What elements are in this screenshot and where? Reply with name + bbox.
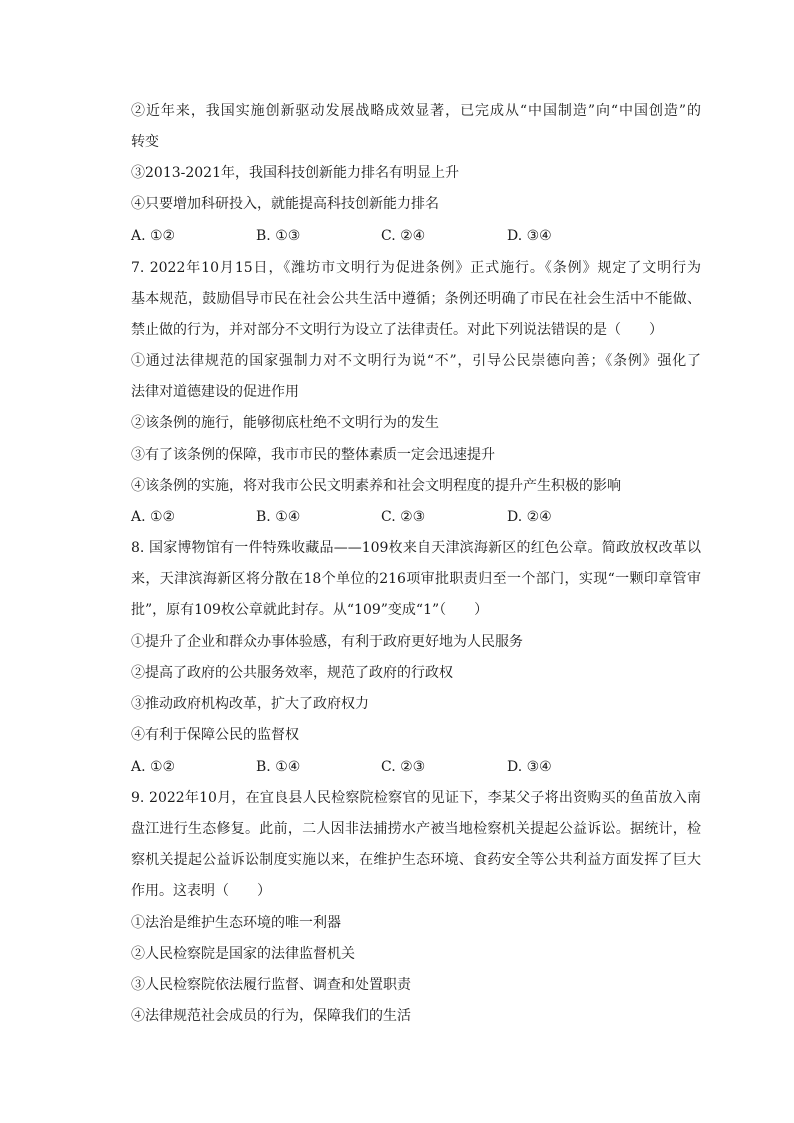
question-8-stem-line-3: 批”，原有109枚公章就此封存。从“109”变成“1”（ ） [131, 602, 489, 618]
question-8-options [131, 757, 691, 777]
question-8-statement-3: ③推动政府机构改革，扩大了政府权力 [131, 696, 369, 712]
statement-3: ③2013-2021年，我国科技创新能力排名有明显上升 [131, 165, 459, 181]
option-b: B. ①④ [256, 509, 301, 525]
question-9-statement-4: ④法律规范社会成员的行为，保障我们的生活 [131, 1008, 411, 1024]
statement-2-continued: 转变 [131, 134, 159, 150]
question-7-statement-3: ③有了该条例的保障，我市市民的整体素质一定会迅速提升 [131, 447, 495, 463]
option-a: A. ①② [131, 759, 176, 775]
question-7-stem-line-3: 禁止做的行为，并对部分不文明行为设立了法律责任。对此下列说法错误的是（ ） [131, 322, 663, 338]
option-a: A. ①② [131, 228, 176, 244]
option-b: B. ①③ [256, 228, 301, 244]
option-d: D. ②④ [507, 509, 552, 525]
question-9-statement-2: ②人民检察院是国家的法律监督机关 [131, 946, 355, 962]
option-c: C. ②③ [381, 509, 426, 525]
question-9-stem-line-1: 9. 2022年10月，在宜良县人民检察院检察官的见证下，李某父子将出资购买的鱼苗放入南 [131, 790, 701, 806]
question-7-statement-2: ②该条例的施行，能够彻底杜绝不文明行为的发生 [131, 415, 439, 431]
option-d: D. ③④ [507, 759, 552, 775]
question-8-stem-line-2: 来，天津滨海新区将分散在18个单位的216项审批职责归至一个部门，实现“一颗印章管审 [131, 571, 701, 587]
question-7-statement-4: ④该条例的实施，将对我市公民文明素养和社会文明程度的提升产生积极的影响 [131, 478, 621, 494]
question-7-statement-1: ①通过法律规范的国家强制力对不文明行为说“不”，引导公民崇德向善；《条例》强化了 [131, 353, 701, 369]
question-7-options [131, 507, 691, 527]
question-7-statement-1-continued: 法律对道德建设的促进作用 [131, 384, 299, 400]
option-b: B. ①④ [256, 759, 301, 775]
question-8-statement-2: ②提高了政府的公共服务效率，规范了政府的行政权 [131, 665, 453, 681]
option-d: D. ③④ [507, 228, 552, 244]
option-c: C. ②③ [381, 759, 426, 775]
question-8-stem-line-1: 8. 国家博物馆有一件特殊收藏品——109枚来自天津滨海新区的红色公章。简政放权改革以 [131, 540, 701, 556]
answer-options [131, 226, 691, 246]
question-8-statement-4: ④有利于保障公民的监督权 [131, 727, 299, 743]
question-8-statement-1: ①提升了企业和群众办事体验感，有利于政府更好地为人民服务 [131, 634, 523, 650]
statement-4: ④只要增加科研投入，就能提高科技创新能力排名 [131, 196, 439, 212]
question-7-stem-line-2: 基本规范，鼓励倡导市民在社会公共生活中遵循；条例还明确了市民在社会生活中不能做、 [131, 291, 701, 307]
option-c: C. ②④ [381, 228, 426, 244]
option-a: A. ①② [131, 509, 176, 525]
statement-2: ②近年来，我国实施创新驱动发展战略成效显著，已完成从“中国制造”向“中国创造”的 [131, 103, 701, 119]
question-7-stem-line-1: 7. 2022年10月15日，《潍坊市文明行为促进条例》正式施行。《条例》规定了文明行为 [131, 260, 701, 276]
question-9-stem-line-3: 察机关提起公益诉讼制度实施以来，在维护生态环境、食药安全等公共利益方面发挥了巨大 [131, 852, 701, 868]
question-9-statement-3: ③人民检察院依法履行监督、调查和处置职责 [131, 977, 411, 993]
question-9-stem-line-4: 作用。这表明（ ） [131, 883, 271, 899]
question-9-stem-line-2: 盘江进行生态修复。此前，二人因非法捕捞水产被当地检察机关提起公益诉讼。据统计，检 [131, 821, 701, 837]
question-9-statement-1: ①法治是维护生态环境的唯一利器 [131, 915, 341, 931]
